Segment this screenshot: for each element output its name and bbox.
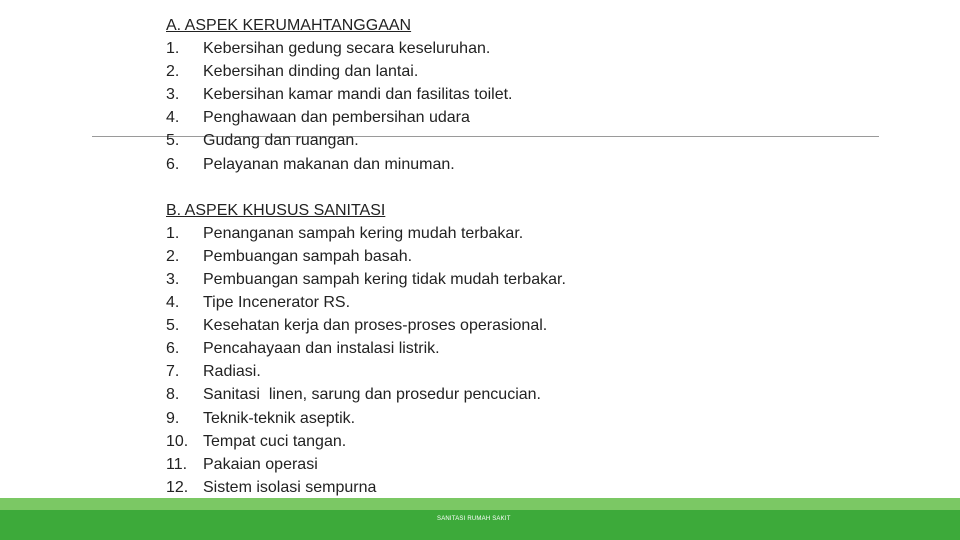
footer-label: SANITASI RUMAH SAKIT — [437, 516, 511, 522]
section-a-heading: A. ASPEK KERUMAHTANGGAAN — [166, 17, 412, 34]
list-item — [166, 383, 886, 406]
list-item — [166, 245, 886, 268]
list-item — [166, 407, 886, 430]
slide-content — [166, 14, 886, 499]
list-text: Kesehatan kerja dan proses-proses operasional. — [203, 317, 548, 335]
list-number: 9. — [166, 409, 180, 427]
list-item — [166, 314, 886, 337]
list-item — [166, 37, 886, 60]
list-item — [166, 360, 886, 383]
list-text: Tempat cuci tangan. — [203, 432, 347, 450]
list-number: 5. — [166, 132, 180, 150]
list-number: 6. — [166, 340, 180, 358]
list-item — [166, 337, 886, 360]
list-item — [166, 222, 886, 245]
list-text: Penghawaan dan pembersihan udara — [203, 109, 470, 127]
list-text: Radiasi. — [203, 363, 261, 381]
list-text: Sistem isolasi sempurna — [203, 478, 377, 496]
list-item — [166, 60, 886, 83]
list-item — [166, 476, 886, 499]
list-number: 6. — [166, 155, 180, 173]
list-text: Kebersihan gedung secara keseluruhan. — [203, 40, 491, 58]
list-number: 1. — [166, 40, 180, 58]
list-number: 4. — [166, 109, 180, 127]
list-text: Pencahayaan dan instalasi listrik. — [203, 340, 440, 358]
section-a-list — [166, 37, 886, 176]
list-number: 11. — [166, 455, 188, 473]
section-b-heading: B. ASPEK KHUSUS SANITASI — [166, 201, 386, 219]
list-text: Kebersihan dinding dan lantai. — [203, 63, 419, 81]
list-text: Pakaian operasi — [203, 455, 318, 473]
list-number: 1. — [166, 224, 180, 242]
list-number: 8. — [166, 386, 180, 404]
list-item — [166, 153, 886, 176]
list-text: Gudang dan ruangan. — [203, 132, 359, 150]
list-number: 2. — [166, 63, 180, 81]
footer-highlight — [0, 498, 960, 510]
list-item — [166, 106, 886, 129]
list-item — [166, 453, 886, 476]
list-item — [166, 129, 886, 152]
list-text: Teknik-teknik aseptik. — [203, 409, 356, 427]
list-text: Sanitasi linen, sarung dan prosedur pencucian. — [203, 386, 541, 404]
list-number: 7. — [166, 363, 180, 381]
list-item — [166, 268, 886, 291]
section-b-list — [166, 222, 886, 499]
list-number: 3. — [166, 86, 180, 104]
list-number: 5. — [166, 317, 180, 335]
list-number: 2. — [166, 247, 180, 265]
list-text: Pelayanan makanan dan minuman. — [203, 155, 455, 173]
list-text: Tipe Incenerator RS. — [203, 294, 351, 312]
list-text: Pembuangan sampah basah. — [203, 247, 413, 265]
section-spacer — [166, 176, 886, 199]
list-text: Pembuangan sampah kering tidak mudah terbakar. — [203, 270, 566, 288]
list-text: Kebersihan kamar mandi dan fasilitas toilet. — [203, 86, 513, 104]
list-item — [166, 430, 886, 453]
list-text: Penanganan sampah kering mudah terbakar. — [203, 224, 524, 242]
list-item — [166, 83, 886, 106]
list-number: 12. — [166, 478, 189, 496]
list-item — [166, 291, 886, 314]
list-number: 3. — [166, 270, 180, 288]
list-number: 10. — [166, 432, 189, 450]
list-number: 4. — [166, 294, 180, 312]
